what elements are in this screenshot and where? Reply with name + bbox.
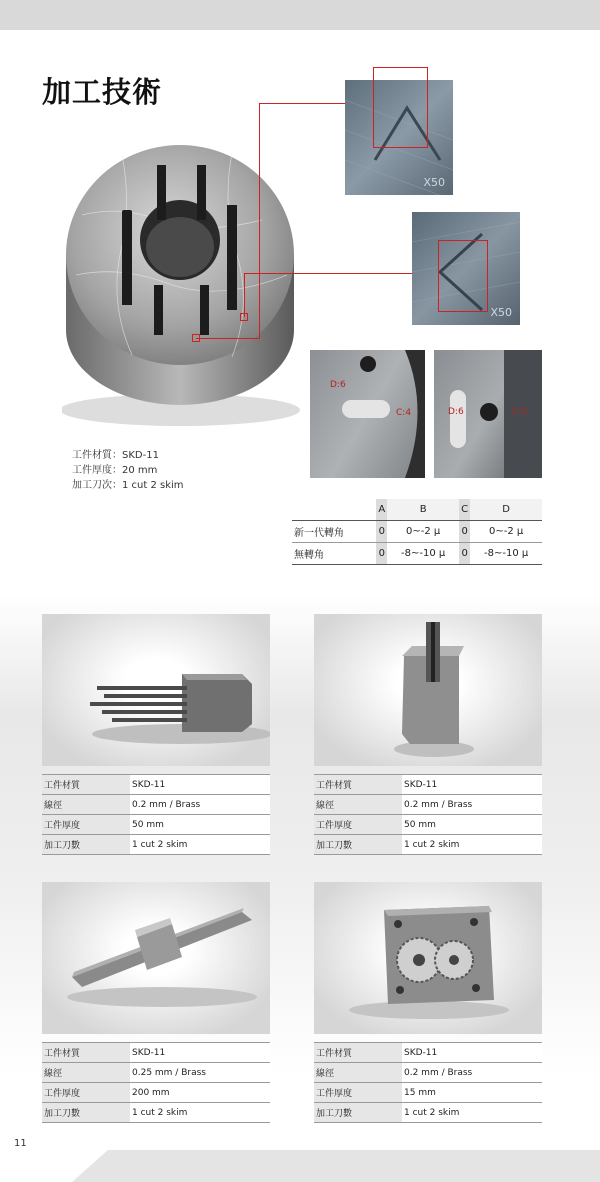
table-cell: 0~-2 μ — [470, 521, 542, 543]
spec-value: 0.25 mm / Brass — [130, 1063, 270, 1083]
table-cell: 0~-2 μ — [387, 521, 459, 543]
table-row — [314, 1063, 542, 1083]
spec-value: 0.2 mm / Brass — [130, 795, 270, 815]
connector-line — [196, 338, 260, 339]
table-row — [314, 835, 542, 855]
part-photo-gears — [314, 882, 542, 1034]
column-header: B — [387, 499, 459, 521]
magnification-label: X50 — [490, 306, 512, 319]
table-row — [292, 543, 542, 565]
column-header: A — [376, 499, 387, 521]
spec-key: 工件材質 — [314, 775, 402, 795]
spec-key: 加工刀數 — [42, 1103, 130, 1123]
table-row — [314, 1083, 542, 1103]
spec-key: 線徑 — [42, 795, 130, 815]
part-photo-block — [314, 614, 542, 766]
spec-value: SKD-11 — [402, 775, 542, 795]
spec-value: 50 mm — [130, 815, 270, 835]
table-row — [42, 835, 270, 855]
connector-line — [244, 273, 245, 317]
spec-key: 加工刀數 — [314, 835, 402, 855]
spec-value: SKD-11 — [130, 1043, 270, 1063]
table-corner-cell — [292, 499, 376, 521]
column-header: C — [459, 499, 470, 521]
table-cell: 0 — [459, 543, 470, 565]
highlight-box — [438, 240, 488, 312]
table-cell: 0 — [376, 521, 387, 543]
dimension-label: D:6 — [448, 407, 464, 417]
hero-spec-thickness: 工件厚度：20 mm — [72, 465, 158, 476]
highlight-box — [192, 334, 200, 342]
spec-key: 工件厚度 — [314, 1083, 402, 1103]
spec-key: 加工刀數 — [314, 1103, 402, 1123]
spec-value: 0.2 mm / Brass — [402, 795, 542, 815]
table-cell: -8~-10 μ — [387, 543, 459, 565]
spec-key: 工件材質 — [42, 1043, 130, 1063]
hero-spec-material: 工件材質：SKD-11 — [72, 450, 159, 461]
dimension-label: C:4 — [396, 408, 412, 418]
table-row — [42, 1043, 270, 1063]
spec-value: 1 cut 2 skim — [130, 1103, 270, 1123]
hero-spec-list — [72, 448, 184, 493]
part-photo-rods — [42, 614, 270, 766]
spec-key: 工件厚度 — [42, 815, 130, 835]
spec-value: 50 mm — [402, 815, 542, 835]
table-row — [314, 1103, 542, 1123]
table-row — [42, 775, 270, 795]
table-row — [314, 1043, 542, 1063]
spec-key: 線徑 — [314, 795, 402, 815]
spec-value: 1 cut 2 skim — [402, 835, 542, 855]
puzzle-wheel-image — [62, 125, 307, 430]
slot-detail-photo-2 — [434, 350, 542, 478]
spec-value: SKD-11 — [402, 1043, 542, 1063]
spec-value: 1 cut 2 skim — [130, 835, 270, 855]
spec-table-1 — [42, 774, 270, 855]
part-photo-rail — [42, 882, 270, 1034]
table-row — [314, 775, 542, 795]
spec-value: 1 cut 2 skim — [402, 1103, 542, 1123]
spec-value: 200 mm — [130, 1083, 270, 1103]
spec-key: 工件材質 — [42, 775, 130, 795]
spec-key: 工件材質 — [314, 1043, 402, 1063]
spec-key: 線徑 — [314, 1063, 402, 1083]
top-band — [0, 0, 600, 30]
spec-value: 0.2 mm / Brass — [402, 1063, 542, 1083]
corner-comparison-table — [292, 499, 542, 565]
column-header: D — [470, 499, 542, 521]
table-row — [42, 1063, 270, 1083]
table-row — [314, 815, 542, 835]
table-row — [42, 795, 270, 815]
spec-value: SKD-11 — [130, 775, 270, 795]
hero-spec-cuts: 加工刀次：1 cut 2 skim — [72, 480, 184, 491]
highlight-box — [373, 67, 428, 148]
slot-detail-photo-1 — [310, 350, 425, 478]
footer-band — [0, 1150, 600, 1182]
table-row — [292, 521, 542, 543]
spec-table-2 — [314, 774, 542, 855]
page-number: 11 — [14, 1138, 27, 1149]
table-cell: 0 — [459, 521, 470, 543]
spec-table-4 — [314, 1042, 542, 1123]
spec-key: 線徑 — [42, 1063, 130, 1083]
connector-line — [259, 103, 260, 339]
magnification-label: X50 — [423, 176, 445, 189]
row-label: 無轉角 — [292, 543, 376, 565]
spec-key: 工件厚度 — [42, 1083, 130, 1103]
connector-line — [259, 103, 345, 104]
table-cell: 0 — [376, 543, 387, 565]
table-row — [42, 815, 270, 835]
page-title: 加工技術 — [42, 75, 163, 109]
dimension-label: C:3 — [512, 407, 528, 417]
table-row — [42, 1103, 270, 1123]
spec-key: 加工刀數 — [42, 835, 130, 855]
spec-value: 15 mm — [402, 1083, 542, 1103]
highlight-box — [240, 313, 248, 321]
row-label: 新一代轉角 — [292, 521, 376, 543]
dimension-label: D:6 — [330, 380, 346, 390]
table-row — [42, 1083, 270, 1103]
spec-table-3 — [42, 1042, 270, 1123]
spec-key: 工件厚度 — [314, 815, 402, 835]
connector-line — [244, 273, 412, 274]
table-row — [314, 795, 542, 815]
table-cell: -8~-10 μ — [470, 543, 542, 565]
